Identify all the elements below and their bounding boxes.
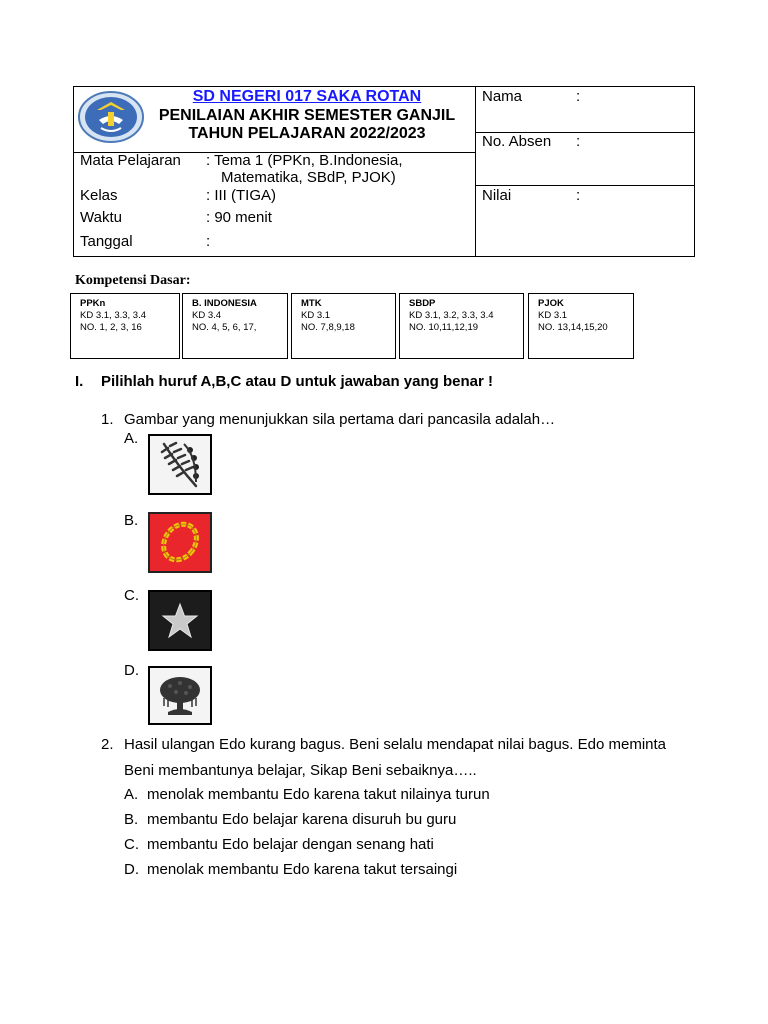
value-kelas: : III (TIGA) <box>206 187 276 204</box>
kd-box-sbdp <box>399 293 524 359</box>
kd-codes: KD 3.4 <box>192 310 222 321</box>
label-nilai: Nilai <box>482 187 512 204</box>
option-b-image[interactable] <box>148 512 212 573</box>
kd-numbers: NO. 1, 2, 3, 16 <box>80 322 142 333</box>
school-name[interactable]: SD NEGERI 017 SAKA ROTAN <box>192 88 422 105</box>
section-instruction: Pilihlah huruf A,B,C atau D untuk jawaban yang benar ! <box>101 373 493 390</box>
value-mata-pelajaran: : Tema 1 (PPKn, B.Indonesia, <box>206 152 403 169</box>
kd-numbers: NO. 13,14,15,20 <box>538 322 608 333</box>
option-letter-d: D. <box>124 861 139 878</box>
option-a-text[interactable]: menolak membantu Edo karena takut nilainya turun <box>147 786 490 803</box>
kd-box-pjok <box>528 293 634 359</box>
label-waktu: Waktu <box>80 209 122 226</box>
kd-box-mtk <box>291 293 396 359</box>
kd-subject: B. INDONESIA <box>192 298 257 309</box>
kd-numbers: NO. 10,11,12,19 <box>409 322 479 333</box>
kd-codes: KD 3.1 <box>538 310 568 321</box>
field-no-absen[interactable]: : <box>576 133 581 150</box>
option-b-text[interactable]: membantu Edo belajar karena disuruh bu guru <box>147 811 457 828</box>
kd-subject: SBDP <box>409 298 436 309</box>
kd-codes: KD 3.1 <box>301 310 331 321</box>
option-letter-a: A. <box>124 786 139 803</box>
label-kelas: Kelas <box>80 187 118 204</box>
rice-cotton-icon <box>150 436 210 493</box>
tut-wuri-handayani-logo-icon <box>77 90 145 144</box>
section-number: I. <box>75 373 84 390</box>
header-divider-vertical <box>475 86 476 257</box>
option-a-image[interactable] <box>148 434 212 495</box>
option-c-text[interactable]: membantu Edo belajar dengan senang hati <box>147 836 434 853</box>
kd-box-bindonesia <box>182 293 288 359</box>
question-text-line1: Hasil ulangan Edo kurang bagus. Beni selalu mendapat nilai bagus. Edo meminta <box>124 736 667 753</box>
academic-year: TAHUN PELAJARAN 2022/2023 <box>188 125 426 142</box>
banyan-tree-icon <box>150 668 210 723</box>
kd-numbers: NO. 7,8,9,18 <box>301 322 355 333</box>
value-waktu: : 90 menit <box>206 209 272 226</box>
option-letter-b: B. <box>124 811 139 828</box>
option-d-text[interactable]: menolak membantu Edo karena takut tersaingi <box>147 861 458 878</box>
kd-subject: MTK <box>301 298 322 309</box>
question-number: 1. <box>101 411 114 428</box>
field-nama[interactable]: : <box>576 88 581 105</box>
option-letter-d: D. <box>124 662 139 679</box>
option-letter-b: B. <box>124 512 139 529</box>
value-mata-pelajaran-cont: Matematika, SBdP, PJOK) <box>221 169 396 186</box>
kd-subject: PPKn <box>80 298 106 309</box>
kd-numbers: NO. 4, 5, 6, 17, <box>192 322 257 333</box>
label-tanggal: Tanggal <box>80 233 133 250</box>
option-c-image[interactable] <box>148 590 212 651</box>
question-text: Gambar yang menunjukkan sila pertama dari pancasila adalah… <box>124 411 556 428</box>
label-mata-pelajaran: Mata Pelajaran <box>80 152 181 169</box>
label-no-absen: No. Absen <box>482 133 552 150</box>
value-tanggal: : <box>206 233 211 250</box>
question-text-line2: Beni membantunya belajar, Sikap Beni sebaiknya….. <box>124 762 477 779</box>
kd-subject: PJOK <box>538 298 564 309</box>
option-letter-c: C. <box>124 587 139 604</box>
option-d-image[interactable] <box>148 666 212 725</box>
label-nama: Nama <box>482 88 523 105</box>
question-number: 2. <box>101 736 114 753</box>
chain-icon <box>150 514 210 571</box>
option-letter-a: A. <box>124 430 139 447</box>
star-icon <box>150 592 210 649</box>
header-divider-right-2 <box>475 185 695 186</box>
exam-title: PENILAIAN AKHIR SEMESTER GANJIL <box>158 107 456 124</box>
field-nilai[interactable]: : <box>576 187 581 204</box>
kd-box-ppkn <box>70 293 180 359</box>
kompetensi-title: Kompetensi Dasar: <box>75 273 191 288</box>
kd-codes: KD 3.1, 3.2, 3.3, 3.4 <box>409 310 494 321</box>
option-letter-c: C. <box>124 836 139 853</box>
kd-codes: KD 3.1, 3.3, 3.4 <box>80 310 147 321</box>
